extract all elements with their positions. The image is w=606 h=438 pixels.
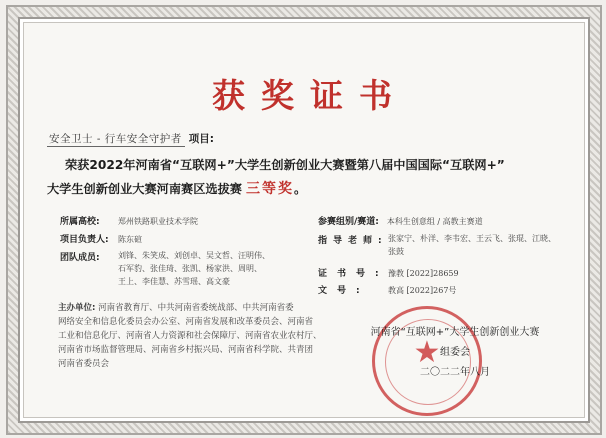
- team-field: [60, 250, 110, 263]
- leader-label: 项目负责人:: [60, 235, 109, 245]
- organizers-line4: 河南省市场监督管理局、河南省乡村振兴局、河南省科学院、共青团: [58, 345, 314, 355]
- award-statement-line1: 荣获2022年河南省“互联网+”大学生创新创业大赛暨第八届中国国际“互联网+”: [65, 158, 505, 172]
- issuer-block: [340, 323, 570, 383]
- leader-value: 陈东碹: [118, 235, 142, 244]
- organizers-line3: 工业和信息化厅、河南省人力资源和社会保障厅、河南省农业农村厅、: [58, 331, 322, 341]
- school-value: 郑州铁路职业技术学院: [118, 217, 198, 226]
- advisors-line2: 张鼓: [388, 247, 404, 256]
- group-value: 本科生创意组 / 高教主赛道: [386, 217, 483, 226]
- leader-field: [60, 232, 142, 245]
- certificate-title: 获奖证书: [212, 76, 408, 115]
- award-suffix: 。: [294, 182, 307, 196]
- award-statement-line2-text: 大学生创新创业大赛河南赛区选拔赛: [47, 182, 242, 196]
- advisor-field: [318, 233, 388, 246]
- team-members-line1: 刘锋、朱笑成、刘创卓、吴文哲、汪明伟、: [118, 251, 270, 260]
- issuer-name: 河南省“互联网+”大学生创新创业大赛: [370, 327, 540, 338]
- organizers-line5: 河南省委员会: [58, 359, 110, 369]
- team-members-line2: 石军豹、张佳琦、张凯、杨家洪、周明、: [118, 264, 262, 273]
- advisor-label: 指导老师:: [318, 236, 388, 246]
- school-field: [60, 214, 198, 227]
- issue-date: 二〇二二年八月: [420, 367, 490, 378]
- project-name: 安全卫士 - 行车安全守护者: [47, 133, 185, 147]
- organizers-label: 主办单位:: [58, 303, 96, 313]
- award-statement-line2: [47, 177, 567, 201]
- award-statement: [47, 153, 567, 201]
- team-members-line3: 王上、李佳慧、苏雪瑶、高文豪: [118, 277, 230, 286]
- advisors: [388, 232, 556, 258]
- group-label: 参赛组别/赛道:: [318, 217, 379, 227]
- advisors-line1: 张家宁、朴洋、李韦宏、王云飞、张琨、江晓、: [388, 234, 556, 243]
- project-label: 项目:: [188, 133, 214, 145]
- cert-number-label: 证书号:: [318, 269, 389, 279]
- doc-number-field: [318, 283, 456, 296]
- team-label: 团队成员:: [60, 253, 100, 263]
- cert-number-field: [318, 266, 459, 279]
- doc-number-value: 教高 [2022]267号: [388, 286, 457, 295]
- doc-number-label: 文号:: [318, 286, 370, 296]
- school-label: 所属高校:: [60, 217, 100, 227]
- project-line: [47, 131, 214, 146]
- issuer-committee: 组委会: [440, 347, 470, 358]
- seal-star-icon: ★: [413, 335, 441, 370]
- organizers: [58, 301, 328, 371]
- cert-number-value: 豫教 [2022]28659: [388, 269, 459, 278]
- team-members: [118, 249, 270, 288]
- organizers-line2: 网络安全和信息化委员会办公室、河南省发展和改革委员会、河南省: [58, 317, 314, 327]
- award-level: 三等奖: [246, 181, 294, 197]
- organizers-line1: 河南省教育厅、中共河南省委统战部、中共河南省委: [98, 303, 294, 313]
- group-field: [318, 214, 483, 227]
